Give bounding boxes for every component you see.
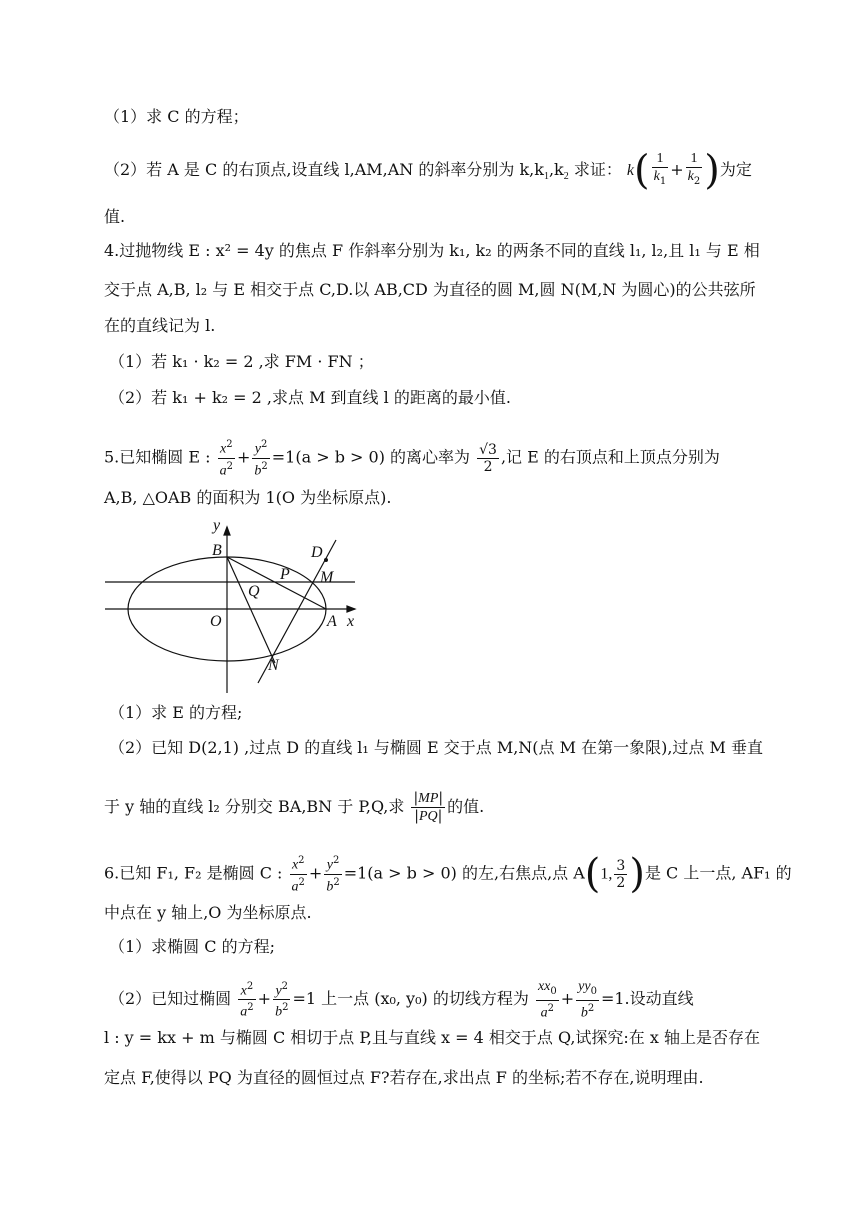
- p5-q2-text-c: 的值.: [447, 797, 485, 816]
- p6-q1: （1）求椭圆 C 的方程;: [109, 937, 275, 956]
- p3-q2-text-a: （2）若 A 是 C 的右顶点,设直线 l,AM,AN 的斜率分别为 k,k: [104, 159, 544, 179]
- p6-line1-b: =1(a > b > 0) 的左,右焦点,点 A: [343, 863, 585, 883]
- p6-line1-a: 6.已知 F₁, F₂ 是椭圆 C :: [104, 863, 283, 883]
- p5-q2-line1: （2）已知 D(2,1) ,过点 D 的直线 l₁ 与椭圆 E 交于点 M,N(点 M 在第一象限),过点 M 垂直: [109, 738, 763, 757]
- label-A: A: [327, 613, 337, 630]
- label-Q: Q: [248, 583, 260, 600]
- p6-line4: 定点 F,使得以 PQ 为直径的圆恒过点 F?若存在,求出点 F 的坐标;若不存在,说明理由.: [104, 1068, 704, 1087]
- x-axis-arrow: [347, 606, 355, 612]
- p6-line3: l : y = kx + m 与椭圆 C 相切于点 P,且与直线 x = 4 相交于点 Q,试探究:在 x 轴上是否存在: [104, 1028, 760, 1047]
- line-BN: [227, 557, 275, 663]
- p6-q2-text-a: （2）已知过椭圆: [109, 989, 232, 1009]
- y-axis-arrow: [224, 527, 230, 535]
- p3-q2: （2）若 A 是 C 的右顶点,设直线 l,AM,AN 的斜率分别为 $k,k_1,k_2$ 求证： k( $\frac{1}{k_1}$ + $\frac{1}{k_2}$ )为定: [104, 147, 752, 194]
- p5-q1: （1）求 E 的方程;: [109, 703, 243, 722]
- p3-q1: （1）求 C 的方程；: [104, 107, 249, 126]
- p6-line2: 中点在 y 轴上,O 为坐标原点.: [104, 903, 312, 922]
- label-y: y: [213, 517, 221, 534]
- p5-line1: 5.已知椭圆 E : $\frac{x^2}{a^2}$ + $\frac{y^2}{b^2}$ =1(a > b > 0) 的离心率为 $\frac{√3}{2}$ ,记 E 的右顶点和上顶点分别为: [104, 439, 720, 479]
- point-D: [324, 558, 328, 562]
- p5-q2-text-b: 于 y 轴的直线 l₂ 分别交 BA,BN 于 P,Q,求: [104, 797, 405, 816]
- p5-line1-a: 5.已知椭圆 E :: [104, 447, 211, 467]
- p5-line1-b: =1(a > b > 0) 的离心率为: [271, 447, 471, 467]
- label-D: D: [311, 544, 323, 561]
- label-N: N: [268, 657, 279, 674]
- p5-q2-line2: 于 y 轴的直线 l₂ 分别交 BA,BN 于 P,Q,求 $\frac{|MP|}{|PQ|}$ 的值.: [104, 790, 485, 824]
- p3-q2-text-b: ,k: [548, 159, 564, 179]
- p4-q1: （1）若 k₁ · k₂ = 2 ,求 FM · FN ；: [109, 352, 374, 371]
- p4-q2: （2）若 k₁ + k₂ = 2 ,求点 M 到直线 l 的距离的最小值.: [109, 388, 511, 407]
- label-x: x: [347, 613, 355, 630]
- p5-line1-c: ,记 E 的右顶点和上顶点分别为: [500, 447, 720, 467]
- label-P: P: [280, 566, 290, 583]
- ellipse-figure: [100, 515, 370, 695]
- p6-q2: （2）已知过椭圆 $\frac{x^2}{a^2}$ + $\frac{y^2}{b^2}$ =1 上一点 (x₀, y₀) 的切线方程为 $\frac{xx_0}{a^2}$ + $\frac{yy_0}{b^2}$ =1.设动直线: [109, 979, 694, 1021]
- p4-line1: 4.过抛物线 E : x² = 4y 的焦点 F 作斜率分别为 k₁, k₂ 的两条不同的直线 l₁, l₂,且 l₁ 与 E 相: [104, 241, 760, 260]
- label-B: B: [212, 542, 222, 559]
- p5-line2: A,B, △OAB 的面积为 1(O 为坐标原点).: [104, 488, 392, 507]
- p3-q2-text-c: 求证：: [573, 159, 622, 179]
- p3-q2-end: 值.: [104, 207, 126, 226]
- p6-line1: 6.已知 F₁, F₂ 是椭圆 C : $\frac{x^2}{a^2}$ + $\frac{y^2}{b^2}$ =1(a > b > 0) 的左,右焦点,点 A(1, $\frac{3}{2}$ )是 C 上一点, AF₁ 的: [104, 851, 792, 898]
- p6-line1-c: 是 C 上一点, AF₁ 的: [644, 863, 792, 883]
- p6-q2-text-c: =1.设动直线: [600, 989, 694, 1009]
- label-O: O: [210, 613, 222, 630]
- label-M: M: [320, 569, 334, 586]
- p4-line2: 交于点 A,B, l₂ 与 E 相交于点 C,D.以 AB,CD 为直径的圆 M,圆 N(M,N 为圆心)的公共弦所: [104, 280, 756, 299]
- p3-q2-text-d: 为定: [719, 159, 752, 179]
- p4-line3: 在的直线记为 l.: [104, 316, 216, 335]
- line-BA: [227, 557, 326, 609]
- p6-q2-text-b: =1 上一点 (x₀, y₀) 的切线方程为: [292, 989, 529, 1009]
